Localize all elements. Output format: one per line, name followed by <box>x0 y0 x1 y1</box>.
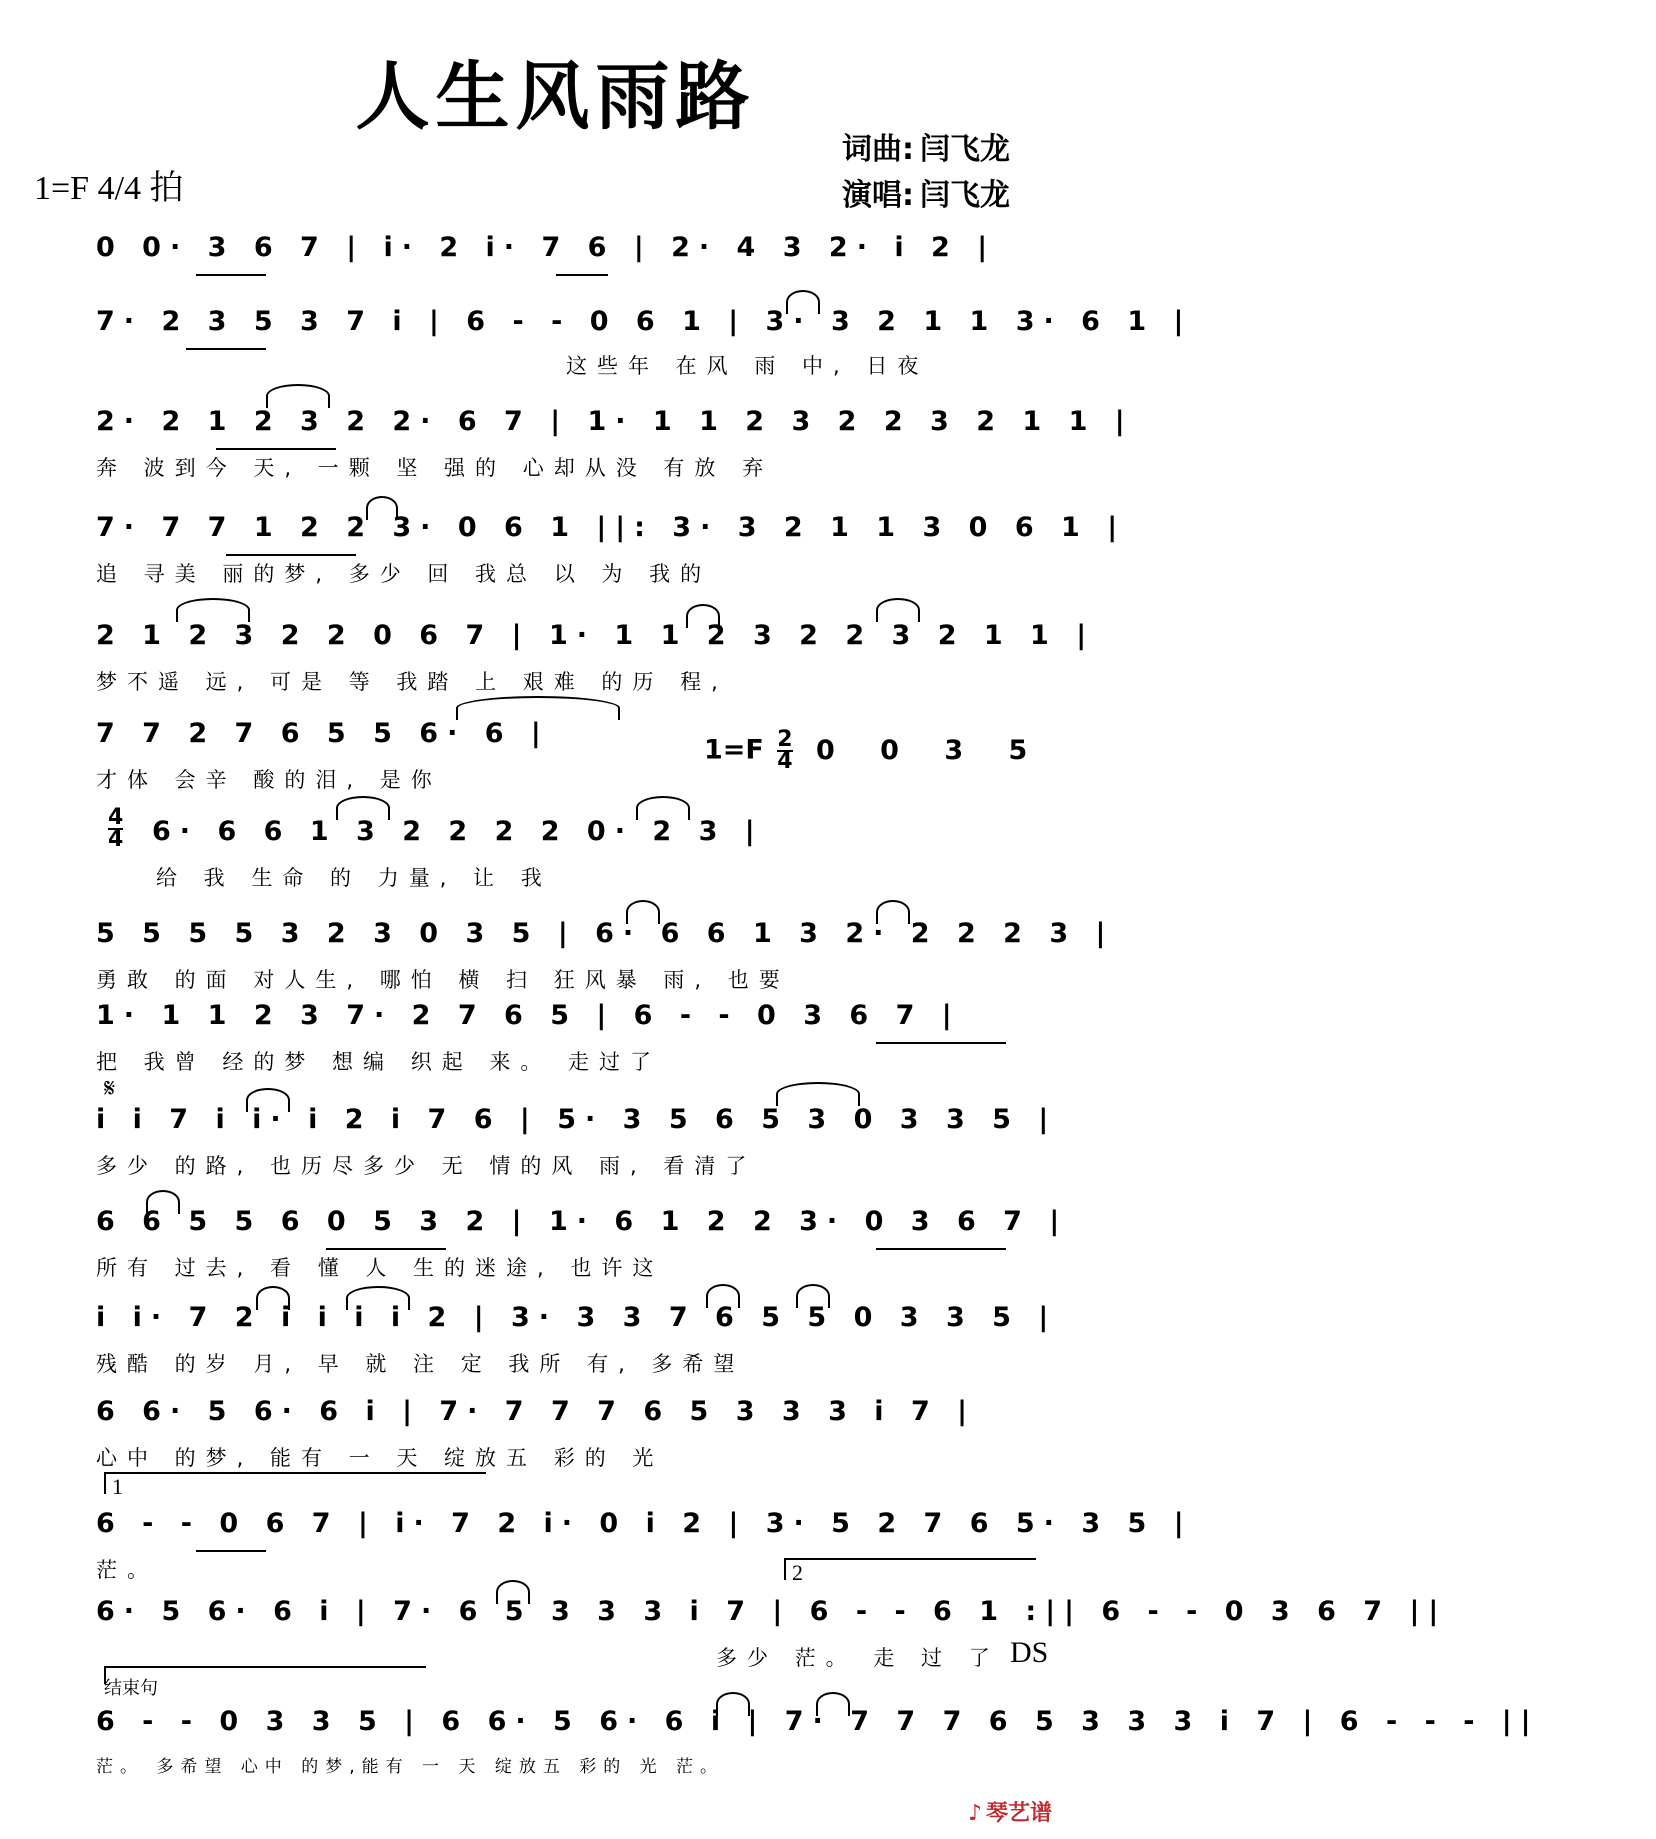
tie <box>686 604 720 628</box>
tie <box>816 1692 850 1716</box>
time-change-den: 4 <box>777 749 793 774</box>
time-signature-den: 4 <box>108 827 124 852</box>
row7-notes: 6· 6 6 1 3 2 2 2 2 0· 2 3 | <box>152 816 764 847</box>
notes-row-9: 1· 1 1 2 3 7· 2 7 6 5 | 6 - - 0 3 6 7 | <box>96 1000 961 1031</box>
time-change-num: 2 <box>777 727 793 752</box>
notes-row-10: i i 7 i i· i 2 i 7 6 | 5· 3 5 6 5 3 0 3 3 5 | <box>96 1104 1058 1135</box>
lyrics-row-2: 这些年 在风 雨 中, 日夜 <box>566 354 929 378</box>
notes-row-11: 6 6 5 5 6 0 5 3 2 | 1· 6 1 2 2 3· 0 3 6 7 | <box>96 1206 1069 1237</box>
time-change-key: 1=F <box>704 734 764 766</box>
beam <box>876 1248 1006 1250</box>
time-signature-num: 4 <box>108 805 124 830</box>
volta-second-ending <box>784 1558 1036 1585</box>
tie <box>776 1082 860 1106</box>
notes-row-2: 7· 2 3 5 3 7 i | 6 - - 0 6 1 | 3· 3 2 1 1 3· 6 1 | <box>96 306 1193 337</box>
lyrics-row-5: 梦不遥 远, 可是 等 我踏 上 艰难 的历 程, <box>96 670 728 694</box>
beam <box>186 348 266 350</box>
lyrics-row-12: 残酷 的岁 月, 早 就 注 定 我所 有, 多希望 <box>96 1352 745 1376</box>
lyrics-row-7: 给 我 生命 的 力量, 让 我 <box>156 866 552 890</box>
tie <box>706 1284 740 1308</box>
tie <box>626 900 660 924</box>
notes-row-15: 6· 5 6· 6 i | 7· 6 5 3 3 3 i 7 | 6 - - 6 1 :|| 6 - - 0 3 6 7 || <box>96 1596 1448 1627</box>
notes-row-13: 6 6· 5 6· 6 i | 7· 7 7 7 6 5 3 3 3 i 7 | <box>96 1396 977 1427</box>
tie <box>246 1088 290 1112</box>
beam <box>326 1248 446 1250</box>
tie <box>496 1580 530 1604</box>
tie <box>256 1286 290 1310</box>
ending-label: 结束句 <box>104 1678 158 1699</box>
notes-row-12: i i· 7 2 i i i i 2 | 3· 3 3 7 6 5 5 0 3 3 5 | <box>96 1302 1058 1333</box>
lyrics-row-11: 所有 过去, 看 懂 人 生的迷途, 也许这 <box>96 1256 664 1280</box>
lyrics-row-14: 茫。 <box>96 1558 158 1582</box>
tie <box>366 496 398 520</box>
notes-row-7 <box>152 816 1092 856</box>
logo-text: 琴艺谱 <box>986 1801 1053 1826</box>
tie <box>456 696 620 720</box>
tie <box>176 598 250 622</box>
lyrics-row-6: 才体 会辛 酸的泪, 是你 <box>96 768 442 792</box>
time-change-fraction <box>777 727 793 774</box>
time-change-notes: 0 0 3 5 <box>815 734 1046 766</box>
tie <box>876 598 920 622</box>
segno-sign: 𝄋 <box>104 1074 116 1104</box>
tie <box>266 384 330 408</box>
notes-row-5: 2 1 2 3 2 2 0 6 7 | 1· 1 1 2 3 2 2 3 2 1 1 | <box>96 620 1096 651</box>
tie <box>876 900 910 924</box>
time-signature-4-4 <box>104 805 124 852</box>
tie <box>346 1286 410 1310</box>
notes-row-1: 0 0· 3 6 7 | i· 2 i· 7 6 | 2· 4 3 2· i 2 | <box>96 232 997 263</box>
beam <box>226 554 356 556</box>
ds-mark: DS <box>1010 1636 1049 1669</box>
tie <box>636 796 690 820</box>
beam <box>556 274 608 276</box>
volta-first-ending <box>104 1472 486 1499</box>
tie <box>716 1692 750 1716</box>
key-signature: 1=F 4/4 拍 <box>34 170 184 207</box>
time-signature-fraction <box>108 805 124 852</box>
site-logo <box>968 1796 1052 1827</box>
logo-mark-icon: ♪ <box>968 1801 983 1826</box>
song-title: 人生风雨路 <box>355 54 756 140</box>
lyrics-row-15: 多少 茫。 走 过 了 <box>716 1646 1000 1670</box>
lyrics-row-16: 茫。 多希望 心中 的梦,能有 一 天 绽放五 彩的 光 茫。 <box>96 1757 725 1777</box>
lyrics-row-4: 追 寻美 丽的梦, 多少 回 我总 以 为 我的 <box>96 562 712 586</box>
notes-row-6: 7 7 2 7 6 5 5 6· 6 | <box>96 718 550 749</box>
lyrics-row-8: 勇敢 的面 对人生, 哪怕 横 扫 狂风暴 雨, 也要 <box>96 968 790 992</box>
lyrics-row-1 <box>96 276 1036 306</box>
tie <box>796 1284 830 1308</box>
notes-row-4: 7· 7 7 1 2 2 3· 0 6 1 ||: 3· 3 2 1 1 3 0 6 1 | <box>96 512 1127 543</box>
composer-label: 词曲: <box>842 132 914 167</box>
beam <box>216 448 336 450</box>
time-change <box>704 727 1046 774</box>
beam <box>876 1042 1006 1044</box>
volta-1-label: 1 <box>112 1474 123 1499</box>
notes-row-16: 6 - - 0 3 3 5 | 6 6· 5 6· 6 i | 7· 7 7 7 6 5 3 3 3 i 7 | 6 - - - || <box>96 1706 1540 1737</box>
lyrics-row-3: 奔 波到今 天, 一颗 坚 强的 心却从没 有放 弃 <box>96 456 774 480</box>
lyrics-row-10: 多少 的路, 也历尽多少 无 情的风 雨, 看清了 <box>96 1154 757 1178</box>
singer-name: 闫飞龙 <box>920 178 1010 213</box>
beam <box>196 1550 266 1552</box>
composer-name: 闫飞龙 <box>920 132 1010 167</box>
singer-credit <box>842 170 1010 214</box>
composer-credit <box>842 124 1010 168</box>
tie <box>336 796 390 820</box>
notes-row-3: 2· 2 1 2 3 2 2· 6 7 | 1· 1 1 2 3 2 2 3 2 1 1 | <box>96 406 1134 437</box>
notes-row-8: 5 5 5 5 3 2 3 0 3 5 | 6· 6 6 1 3 2· 2 2 2 3 | <box>96 918 1115 949</box>
singer-label: 演唱: <box>842 178 914 213</box>
volta-2-label: 2 <box>792 1560 803 1585</box>
lyrics-row-13: 心中 的梦, 能有 一 天 绽放五 彩的 光 <box>96 1446 664 1470</box>
tie <box>786 290 820 314</box>
beam <box>196 274 266 276</box>
notes-row-14: 6 - - 0 6 7 | i· 7 2 i· 0 i 2 | 3· 5 2 7 6 5· 3 5 | <box>96 1508 1193 1539</box>
tie <box>146 1190 180 1214</box>
lyrics-row-9: 把 我曾 经的梦 想编 织起 来。 走过了 <box>96 1050 662 1074</box>
